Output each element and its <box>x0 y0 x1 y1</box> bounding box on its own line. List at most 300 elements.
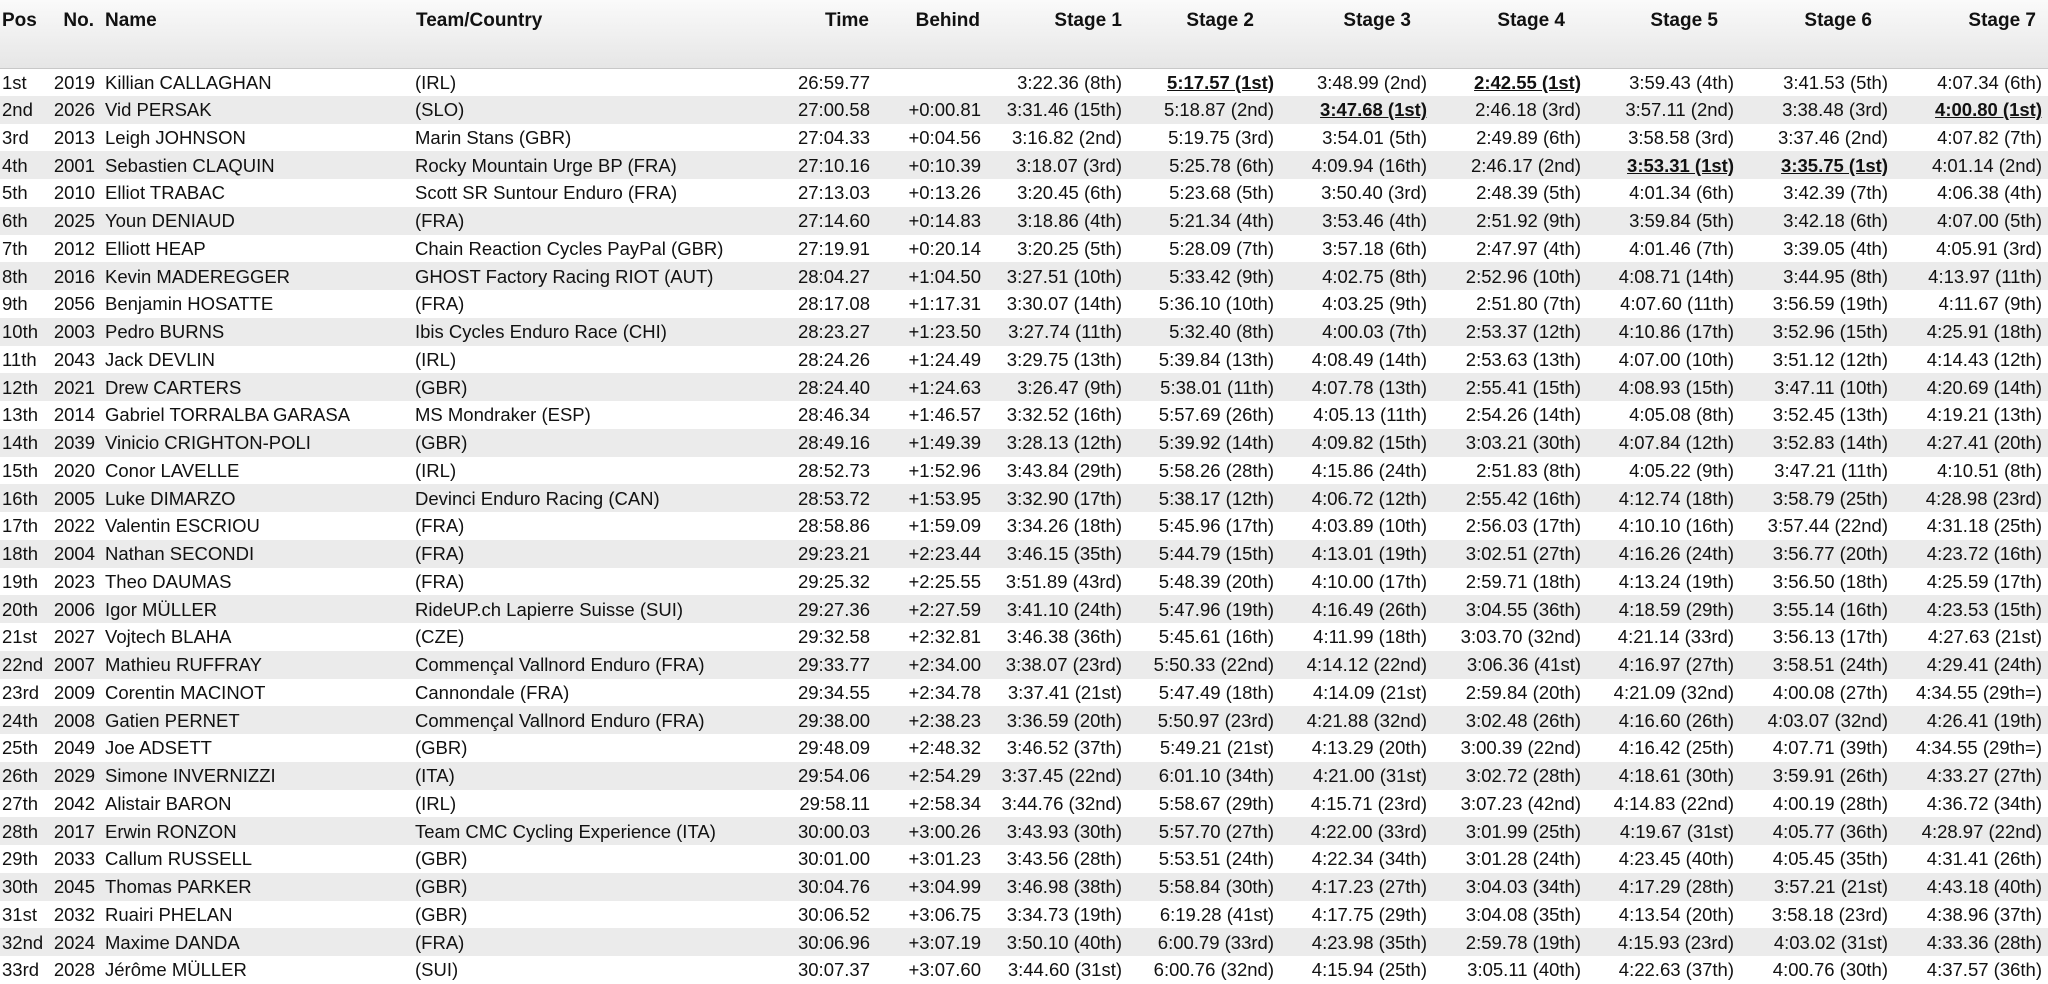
cell-name: Sebastien CLAQUIN <box>105 154 275 176</box>
stage-time: 4:21.09 (32nd) <box>1613 681 1734 703</box>
stage-time: 4:14.83 (22nd) <box>1613 792 1734 814</box>
cell-behind: +0:10.39 <box>908 154 981 176</box>
table-row <box>0 928 2048 956</box>
cell-stage-4 <box>1433 651 1587 679</box>
table-header <box>0 0 2048 68</box>
cell-stage-7 <box>1894 845 2048 873</box>
cell-no: 2045 <box>53 876 95 898</box>
stage-time: 4:18.61 (30th) <box>1618 765 1734 787</box>
stage-time: 4:17.23 (27th) <box>1311 876 1427 898</box>
stage-time: 5:21.34 (4th) <box>1169 210 1274 232</box>
cell-team: (FRA) <box>415 931 465 953</box>
cell-name: Valentin ESCRIOU <box>105 515 260 537</box>
table-row <box>0 235 2048 263</box>
cell-team: (IRL) <box>415 459 457 481</box>
cell-stage-4 <box>1433 762 1587 790</box>
cell-stage-7 <box>1894 623 2048 651</box>
cell-pos: 16th <box>2 487 39 509</box>
cell-stage-6 <box>1740 762 1894 790</box>
table-row <box>0 734 2048 762</box>
cell-name: Pedro BURNS <box>105 321 225 343</box>
stage-time: 4:17.29 (28th) <box>1618 876 1734 898</box>
cell-stage-2 <box>1128 318 1280 346</box>
cell-stage-4 <box>1433 901 1587 929</box>
stage-time: 2:59.71 (18th) <box>1465 570 1581 592</box>
cell-stage-1 <box>981 318 1128 346</box>
cell-team: Scott SR Suntour Enduro (FRA) <box>415 182 678 204</box>
stage-time: 4:14.12 (22nd) <box>1306 654 1427 676</box>
stage-time: 3:53.46 (4th) <box>1322 210 1427 232</box>
cell-no: 2022 <box>53 515 95 537</box>
cell-time: 29:38.00 <box>797 709 870 731</box>
cell-pos: 8th <box>2 265 28 287</box>
cell-stage-7 <box>1894 373 2048 401</box>
cell-team: (ITA) <box>415 765 455 787</box>
stage-time: 4:11.99 (18th) <box>1313 626 1427 648</box>
cell-name: Elliot TRABAC <box>105 182 225 204</box>
cell-stage-4 <box>1433 817 1587 845</box>
cell-stage-7 <box>1894 179 2048 207</box>
cell-pos: 27th <box>2 792 39 814</box>
stage-time: 4:21.00 (31st) <box>1312 765 1427 787</box>
cell-stage-3 <box>1280 262 1433 290</box>
stage-time: 3:57.44 (22nd) <box>1767 515 1888 537</box>
cell-team: (FRA) <box>415 543 465 565</box>
cell-stage-1 <box>981 512 1128 540</box>
stage-time: 3:20.45 (6th) <box>1017 182 1122 204</box>
stage-time: 5:39.92 (14th) <box>1158 432 1274 454</box>
stage-time: 3:38.48 (3rd) <box>1782 99 1888 121</box>
cell-stage-2 <box>1128 179 1280 207</box>
cell-time: 29:32.58 <box>797 626 870 648</box>
stage-time: 2:55.41 (15th) <box>1465 376 1581 398</box>
cell-time: 28:23.27 <box>797 321 870 343</box>
cell-stage-5 <box>1587 179 1740 207</box>
stage-time: 3:32.90 (17th) <box>1006 487 1122 509</box>
table-row <box>0 346 2048 374</box>
stage-time: 3:32.52 (16th) <box>1006 404 1122 426</box>
cell-behind: +2:32.81 <box>908 626 981 648</box>
header-team: Team/Country <box>415 0 765 68</box>
cell-time: 30:06.96 <box>797 931 870 953</box>
cell-stage-4 <box>1433 401 1587 429</box>
cell-name: Youn DENIAUD <box>105 210 235 232</box>
cell-time: 30:01.00 <box>797 848 870 870</box>
stage-time: 3:58.51 (24th) <box>1772 654 1888 676</box>
cell-no: 2043 <box>53 348 95 370</box>
cell-stage-1 <box>981 262 1128 290</box>
cell-time: 29:25.32 <box>797 570 870 592</box>
stage-time: 4:10.00 (17th) <box>1311 570 1427 592</box>
cell-stage-1 <box>981 401 1128 429</box>
stage-time: 4:18.59 (29th) <box>1618 598 1734 620</box>
stage-time: 4:23.98 (35th) <box>1311 931 1427 953</box>
cell-name: Nathan SECONDI <box>105 543 255 565</box>
cell-stage-7 <box>1894 568 2048 596</box>
cell-pos: 19th <box>2 570 39 592</box>
table-body <box>0 68 2048 984</box>
stage-time: 3:51.12 (12th) <box>1772 348 1888 370</box>
cell-behind: +0:14.83 <box>908 210 981 232</box>
cell-no: 2008 <box>53 709 95 731</box>
cell-stage-3 <box>1280 457 1433 485</box>
cell-stage-4 <box>1433 512 1587 540</box>
cell-pos: 15th <box>2 459 39 481</box>
stage-time: 5:48.39 (20th) <box>1158 570 1274 592</box>
cell-stage-7 <box>1894 68 2048 96</box>
cell-team: (FRA) <box>415 210 465 232</box>
stage-time: 4:07.34 (6th) <box>1937 71 2042 93</box>
cell-pos: 20th <box>2 598 39 620</box>
cell-stage-6 <box>1740 68 1894 96</box>
stage-time: 4:15.71 (23rd) <box>1310 792 1427 814</box>
stage-time: 4:26.41 (19th) <box>1926 709 2042 731</box>
cell-stage-2 <box>1128 901 1280 929</box>
cell-team: (IRL) <box>415 348 457 370</box>
cell-stage-2 <box>1128 262 1280 290</box>
cell-behind: +2:23.44 <box>908 543 981 565</box>
stage-time: 2:51.80 (7th) <box>1476 293 1581 315</box>
stage-time: 4:23.72 (16th) <box>1926 543 2042 565</box>
cell-stage-5 <box>1587 512 1740 540</box>
stage-time: 3:43.93 (30th) <box>1006 820 1122 842</box>
cell-stage-4 <box>1433 595 1587 623</box>
cell-stage-3 <box>1280 928 1433 956</box>
cell-stage-5 <box>1587 762 1740 790</box>
stage-time: 3:20.25 (5th) <box>1017 237 1122 259</box>
cell-stage-5 <box>1587 706 1740 734</box>
stage-time: 4:13.54 (20th) <box>1618 903 1734 925</box>
stage-time: 4:10.10 (16th) <box>1618 515 1734 537</box>
stage-time: 5:47.96 (19th) <box>1158 598 1274 620</box>
cell-no: 2028 <box>53 959 95 981</box>
stage-time: 5:53.51 (24th) <box>1158 848 1274 870</box>
stage-time: 4:22.63 (37th) <box>1618 959 1734 981</box>
cell-stage-7 <box>1894 651 2048 679</box>
header-stage-1: Stage 1 <box>981 0 1128 68</box>
cell-stage-3 <box>1280 318 1433 346</box>
stage-time: 5:45.96 (17th) <box>1158 515 1274 537</box>
cell-no: 2056 <box>53 293 95 315</box>
cell-time: 28:53.72 <box>797 487 870 509</box>
cell-behind: +0:00.81 <box>908 99 981 121</box>
cell-stage-2 <box>1128 235 1280 263</box>
stage-time: 2:52.96 (10th) <box>1465 265 1581 287</box>
stage-time: 4:25.59 (17th) <box>1926 570 2042 592</box>
cell-stage-2 <box>1128 540 1280 568</box>
cell-pos: 23rd <box>2 681 40 703</box>
stage-time: 4:15.86 (24th) <box>1311 459 1427 481</box>
cell-stage-6 <box>1740 817 1894 845</box>
cell-stage-1 <box>981 540 1128 568</box>
stage-time: 5:23.68 (5th) <box>1169 182 1274 204</box>
cell-behind: +1:24.63 <box>908 376 981 398</box>
cell-stage-5 <box>1587 790 1740 818</box>
cell-no: 2007 <box>53 654 95 676</box>
header-no: No. <box>48 0 95 68</box>
header-stage-6: Stage 6 <box>1740 0 1894 68</box>
cell-time: 28:17.08 <box>797 293 870 315</box>
cell-stage-4 <box>1433 790 1587 818</box>
stage-time: 2:59.78 (19th) <box>1465 931 1581 953</box>
stage-time: 3:05.11 (40th) <box>1467 959 1581 981</box>
stage-time: 2:46.18 (3rd) <box>1475 99 1581 121</box>
cell-stage-6 <box>1740 96 1894 124</box>
cell-team: (IRL) <box>415 792 457 814</box>
cell-pos: 10th <box>2 321 39 343</box>
cell-stage-6 <box>1740 151 1894 179</box>
cell-no: 2049 <box>53 737 95 759</box>
cell-behind: +0:20.14 <box>908 237 981 259</box>
stage-time: 3:43.84 (29th) <box>1006 459 1122 481</box>
cell-stage-7 <box>1894 679 2048 707</box>
cell-name: Leigh JOHNSON <box>105 126 246 148</box>
stage-time: 3:56.13 (17th) <box>1772 626 1888 648</box>
stage-time: 4:19.21 (13th) <box>1926 404 2042 426</box>
stage-time: 2:46.17 (2nd) <box>1470 154 1581 176</box>
cell-stage-7 <box>1894 318 2048 346</box>
stage-time: 2:53.63 (13th) <box>1465 348 1581 370</box>
header-stage-5: Stage 5 <box>1587 0 1740 68</box>
stage-time: 2:54.26 (14th) <box>1465 404 1581 426</box>
cell-behind: +2:27.59 <box>908 598 981 620</box>
cell-no: 2016 <box>53 265 95 287</box>
cell-stage-7 <box>1894 484 2048 512</box>
stage-time: 3:04.08 (35th) <box>1465 903 1581 925</box>
stage-time: 4:07.00 (5th) <box>1937 210 2042 232</box>
table-row <box>0 623 2048 651</box>
stage-time: 3:06.36 (41st) <box>1466 654 1581 676</box>
cell-stage-6 <box>1740 901 1894 929</box>
stage-time: 3:03.70 (32nd) <box>1460 626 1581 648</box>
cell-stage-1 <box>981 290 1128 318</box>
stage-time: 5:33.42 (9th) <box>1169 265 1274 287</box>
cell-stage-1 <box>981 595 1128 623</box>
cell-stage-4 <box>1433 623 1587 651</box>
stage-time: 3:52.45 (13th) <box>1772 404 1888 426</box>
cell-time: 26:59.77 <box>797 71 870 93</box>
table-row <box>0 318 2048 346</box>
cell-stage-5 <box>1587 679 1740 707</box>
table-row <box>0 429 2048 457</box>
cell-stage-1 <box>981 179 1128 207</box>
cell-stage-2 <box>1128 817 1280 845</box>
stage-time: 4:15.93 (23rd) <box>1617 931 1734 953</box>
cell-name: Theo DAUMAS <box>105 570 232 592</box>
cell-stage-5 <box>1587 262 1740 290</box>
table-row <box>0 124 2048 152</box>
cell-no: 2014 <box>53 404 95 426</box>
cell-time: 27:04.33 <box>797 126 870 148</box>
cell-team: Chain Reaction Cycles PayPal (GBR) <box>415 237 724 259</box>
cell-stage-7 <box>1894 901 2048 929</box>
stage-time: 5:39.84 (13th) <box>1158 348 1274 370</box>
table-row <box>0 207 2048 235</box>
cell-stage-6 <box>1740 956 1894 984</box>
stage-time: 4:22.34 (34th) <box>1311 848 1427 870</box>
cell-behind: +2:58.34 <box>908 792 981 814</box>
stage-time: 4:31.18 (25th) <box>1926 515 2042 537</box>
cell-pos: 3rd <box>2 126 29 148</box>
cell-pos: 25th <box>2 737 39 759</box>
stage-time: 4:12.74 (18th) <box>1618 487 1734 509</box>
cell-stage-4 <box>1433 235 1587 263</box>
table-row <box>0 873 2048 901</box>
cell-stage-4 <box>1433 96 1587 124</box>
stage-time: 4:00.80 (1st) <box>1935 99 2042 121</box>
cell-behind: +1:24.49 <box>908 348 981 370</box>
stage-time: 3:00.39 (22nd) <box>1460 737 1581 759</box>
stage-time: 3:58.18 (23rd) <box>1771 903 1888 925</box>
cell-pos: 21st <box>2 626 37 648</box>
stage-time: 4:10.51 (8th) <box>1937 459 2042 481</box>
stage-time: 4:27.63 (21st) <box>1927 626 2042 648</box>
cell-no: 2013 <box>53 126 95 148</box>
cell-time: 28:58.86 <box>797 515 870 537</box>
cell-name: Kevin MADEREGGER <box>105 265 291 287</box>
cell-stage-6 <box>1740 928 1894 956</box>
cell-pos: 32nd <box>2 931 44 953</box>
stage-time: 6:00.76 (32nd) <box>1153 959 1274 981</box>
stage-time: 3:57.21 (21st) <box>1773 876 1888 898</box>
cell-pos: 28th <box>2 820 39 842</box>
cell-no: 2033 <box>53 848 95 870</box>
stage-time: 3:39.05 (4th) <box>1783 237 1888 259</box>
cell-stage-7 <box>1894 817 2048 845</box>
cell-stage-6 <box>1740 124 1894 152</box>
stage-time: 4:02.75 (8th) <box>1322 265 1427 287</box>
cell-stage-1 <box>981 873 1128 901</box>
stage-time: 5:25.78 (6th) <box>1169 154 1274 176</box>
table-row <box>0 512 2048 540</box>
cell-stage-4 <box>1433 457 1587 485</box>
cell-stage-7 <box>1894 207 2048 235</box>
cell-team: (GBR) <box>415 432 468 454</box>
cell-stage-2 <box>1128 484 1280 512</box>
cell-time: 30:06.52 <box>797 903 870 925</box>
stage-time: 4:34.55 (29th=) <box>1916 681 2042 703</box>
stage-time: 4:01.14 (2nd) <box>1931 154 2042 176</box>
stage-time: 3:36.59 (20th) <box>1006 709 1122 731</box>
stage-time: 4:05.22 (9th) <box>1629 459 1734 481</box>
stage-time: 3:28.13 (12th) <box>1006 432 1122 454</box>
cell-pos: 22nd <box>2 654 44 676</box>
cell-stage-2 <box>1128 595 1280 623</box>
stage-time: 3:56.59 (19th) <box>1772 293 1888 315</box>
cell-stage-1 <box>981 762 1128 790</box>
stage-time: 5:36.10 (10th) <box>1158 293 1274 315</box>
cell-no: 2026 <box>53 99 95 121</box>
stage-time: 3:57.11 (2nd) <box>1625 99 1734 121</box>
stage-time: 2:53.37 (12th) <box>1465 321 1581 343</box>
cell-time: 29:58.11 <box>799 792 870 814</box>
stage-time: 5:38.17 (12th) <box>1158 487 1274 509</box>
cell-stage-1 <box>981 457 1128 485</box>
cell-stage-4 <box>1433 540 1587 568</box>
stage-time: 5:57.70 (27th) <box>1158 820 1274 842</box>
cell-no: 2017 <box>53 820 95 842</box>
cell-stage-2 <box>1128 762 1280 790</box>
cell-behind: +2:54.29 <box>908 765 981 787</box>
stage-time: 5:58.84 (30th) <box>1158 876 1274 898</box>
stage-time: 4:07.78 (13th) <box>1311 376 1427 398</box>
cell-no: 2019 <box>53 71 95 93</box>
cell-stage-3 <box>1280 790 1433 818</box>
cell-team: GHOST Factory Racing RIOT (AUT) <box>415 265 714 287</box>
cell-behind: +3:07.19 <box>908 931 981 953</box>
cell-stage-3 <box>1280 346 1433 374</box>
cell-stage-5 <box>1587 207 1740 235</box>
cell-behind: +3:00.26 <box>908 820 981 842</box>
stage-time: 4:34.55 (29th=) <box>1916 737 2042 759</box>
cell-stage-5 <box>1587 318 1740 346</box>
stage-time: 3:37.41 (21st) <box>1007 681 1122 703</box>
cell-team: MS Mondraker (ESP) <box>415 404 591 426</box>
cell-pos: 5th <box>2 182 28 204</box>
cell-no: 2029 <box>53 765 95 787</box>
stage-time: 4:31.41 (26th) <box>1926 848 2042 870</box>
cell-stage-2 <box>1128 151 1280 179</box>
stage-time: 4:00.08 (27th) <box>1772 681 1888 703</box>
stage-time: 3:07.23 (42nd) <box>1460 792 1581 814</box>
cell-pos: 17th <box>2 515 39 537</box>
stage-time: 4:36.72 (34th) <box>1926 792 2042 814</box>
cell-behind: +3:06.75 <box>908 903 981 925</box>
cell-time: 27:14.60 <box>797 210 870 232</box>
cell-behind: +3:01.23 <box>908 848 981 870</box>
stage-time: 3:55.14 (16th) <box>1772 598 1888 620</box>
cell-behind: +1:17.31 <box>908 293 981 315</box>
cell-stage-1 <box>981 151 1128 179</box>
cell-stage-2 <box>1128 956 1280 984</box>
stage-time: 5:58.26 (28th) <box>1158 459 1274 481</box>
cell-stage-2 <box>1128 873 1280 901</box>
stage-time: 4:03.89 (10th) <box>1311 515 1427 537</box>
cell-stage-2 <box>1128 734 1280 762</box>
stage-time: 4:05.13 (11th) <box>1313 404 1427 426</box>
cell-stage-1 <box>981 96 1128 124</box>
stage-time: 3:50.10 (40th) <box>1006 931 1122 953</box>
cell-name: Benjamin HOSATTE <box>105 293 274 315</box>
stage-time: 3:46.38 (36th) <box>1006 626 1122 648</box>
cell-stage-5 <box>1587 928 1740 956</box>
stage-time: 3:16.82 (2nd) <box>1011 126 1122 148</box>
cell-time: 27:19.91 <box>797 237 870 259</box>
cell-stage-4 <box>1433 318 1587 346</box>
cell-pos: 7th <box>2 237 28 259</box>
cell-stage-7 <box>1894 540 2048 568</box>
cell-stage-6 <box>1740 207 1894 235</box>
cell-name: Maxime DANDA <box>105 931 240 953</box>
cell-stage-3 <box>1280 68 1433 96</box>
stage-time: 3:50.40 (3rd) <box>1321 182 1427 204</box>
header-time: Time <box>765 0 870 68</box>
cell-behind: +3:04.99 <box>908 876 981 898</box>
stage-time: 3:52.96 (15th) <box>1772 321 1888 343</box>
cell-no: 2039 <box>53 432 95 454</box>
cell-name: Jérôme MÜLLER <box>105 959 247 981</box>
stage-time: 4:06.38 (4th) <box>1937 182 2042 204</box>
stage-time: 3:44.60 (31st) <box>1007 959 1122 981</box>
table-row <box>0 540 2048 568</box>
stage-time: 4:00.76 (30th) <box>1772 959 1888 981</box>
cell-stage-3 <box>1280 679 1433 707</box>
cell-stage-2 <box>1128 401 1280 429</box>
stage-time: 3:59.84 (5th) <box>1629 210 1734 232</box>
cell-stage-5 <box>1587 373 1740 401</box>
cell-stage-6 <box>1740 651 1894 679</box>
cell-stage-2 <box>1128 928 1280 956</box>
